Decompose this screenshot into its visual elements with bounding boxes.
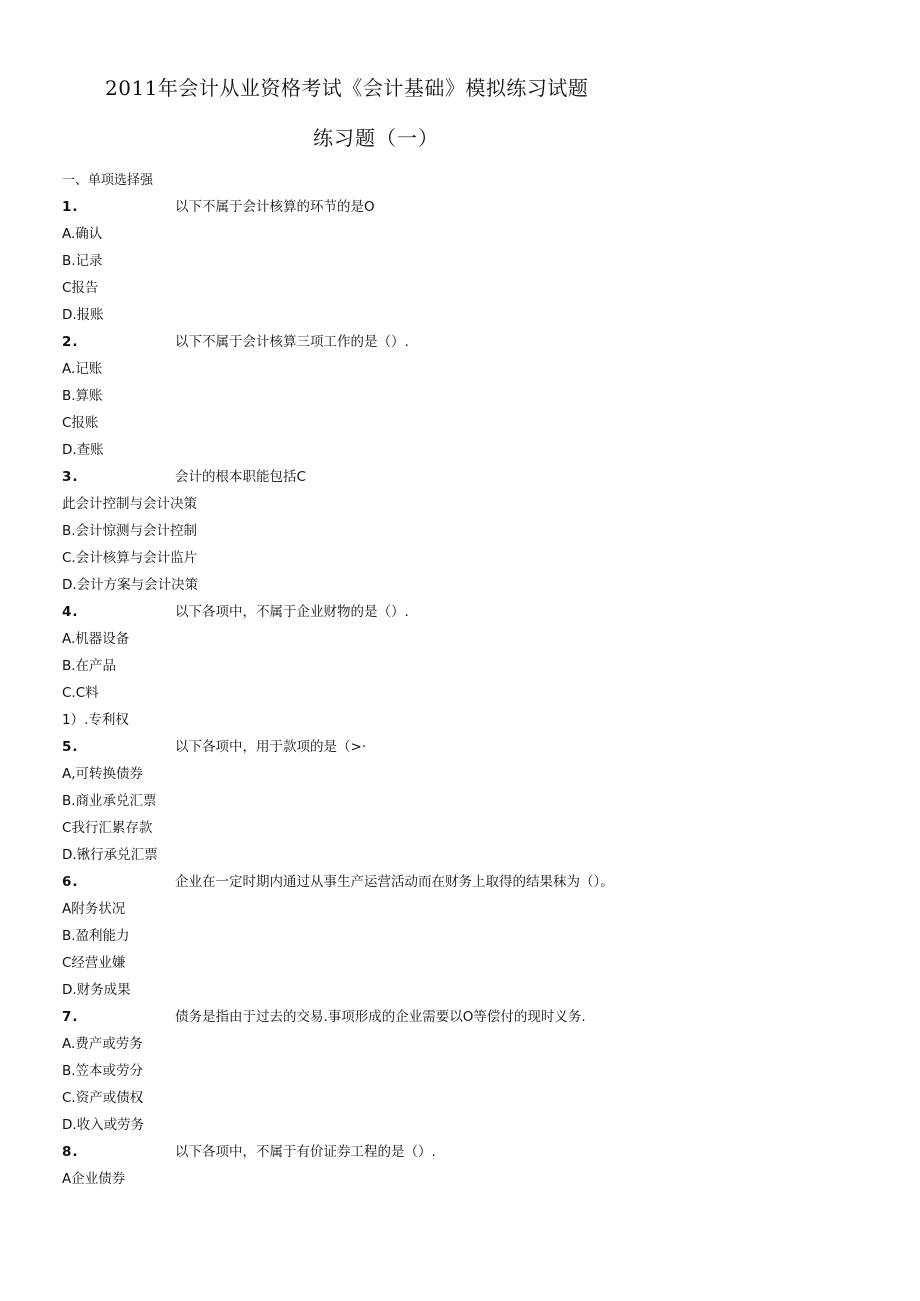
answer-option [62, 495, 902, 522]
question-number: 7. [62, 1009, 79, 1025]
answer-option [62, 360, 902, 387]
answer-option [62, 1035, 902, 1062]
document-subtitle: 练习题（一） [313, 126, 439, 150]
question-list [62, 198, 902, 1197]
answer-option-text: D.收入或劳务 [62, 1117, 145, 1133]
answer-option-text: B.记录 [62, 253, 103, 269]
question-stem: 债务是指由于过去的交易.事项形成的企业需要以O等偿付的现时义务. [175, 1009, 586, 1025]
question-stem: 企业在一定时期内通过从事生产运营活动而在财务上取得的结果秣为（）。 [175, 874, 614, 890]
answer-option-text: A企业债券 [62, 1171, 126, 1187]
answer-option-text: C报账 [62, 415, 99, 431]
answer-option [62, 1170, 902, 1197]
answer-option [62, 1062, 902, 1089]
answer-option [62, 252, 902, 279]
answer-option-text: C.C料 [62, 685, 99, 701]
answer-option-text: C我行汇累存款 [62, 820, 153, 836]
answer-option-text: D.报账 [62, 307, 104, 323]
answer-option [62, 711, 902, 738]
question-stem-line [62, 1143, 902, 1170]
section-heading: 一、单项选择强 [62, 173, 154, 188]
answer-option-text: 1）.专利权 [62, 712, 129, 728]
question-stem: 会计的根本职能包括C [175, 469, 306, 485]
answer-option [62, 981, 902, 1008]
question-stem: 以下不属于会计核算三项工作的是（）. [175, 334, 409, 350]
answer-option-text: D.查账 [62, 442, 104, 458]
answer-option [62, 576, 902, 603]
question-stem-line [62, 873, 902, 900]
question-number: 6. [62, 874, 79, 890]
question-stem: 以下各项中，不属于企业财物的是（）. [175, 604, 409, 620]
answer-option [62, 306, 902, 333]
answer-option-text: D.会计方案与会计决策 [62, 577, 199, 593]
answer-option [62, 684, 902, 711]
answer-option [62, 927, 902, 954]
question-number: 1. [62, 199, 79, 215]
question-number: 3. [62, 469, 79, 485]
answer-option-text: D.锹行承兑汇票 [62, 847, 158, 863]
answer-option-text: 此会计控制与会计决策 [62, 496, 197, 512]
answer-option-text: B.商业承兑汇票 [62, 793, 157, 809]
answer-option [62, 225, 902, 252]
answer-option [62, 900, 902, 927]
answer-option-text: B.笠本或劳分 [62, 1063, 144, 1079]
answer-option-text: A,可转换债券 [62, 766, 144, 782]
question-stem-line [62, 603, 902, 630]
answer-option [62, 1089, 902, 1116]
answer-option-text: C报告 [62, 280, 99, 296]
question-stem-line [62, 198, 902, 225]
answer-option-text: C.资产或债权 [62, 1090, 144, 1106]
question-number: 8. [62, 1144, 79, 1160]
answer-option [62, 954, 902, 981]
answer-option [62, 441, 902, 468]
answer-option-text: B.会计惊测与会计控制 [62, 523, 198, 539]
answer-option [62, 1116, 902, 1143]
answer-option-text: A.费产或劳务 [62, 1036, 143, 1052]
answer-option-text: B.盈利能力 [62, 928, 130, 944]
answer-option [62, 387, 902, 414]
question-stem: 以下各项中，不属于有价证券工程的是（）. [175, 1144, 436, 1160]
question-number: 2. [62, 334, 79, 350]
question-stem-line [62, 738, 902, 765]
answer-option [62, 549, 902, 576]
answer-option [62, 819, 902, 846]
answer-option [62, 846, 902, 873]
answer-option-text: B.算账 [62, 388, 103, 404]
question-stem: 以下不属于会计核算的环节的是O [175, 199, 375, 215]
answer-option-text: B.在产品 [62, 658, 117, 674]
answer-option [62, 765, 902, 792]
answer-option-text: A附务状况 [62, 901, 126, 917]
document-title: 2011年会计从业资格考试《会计基础》模拟练习试题 [105, 76, 589, 100]
answer-option [62, 522, 902, 549]
answer-option [62, 657, 902, 684]
answer-option-text: A.确认 [62, 226, 103, 242]
answer-option-text: D.财务成果 [62, 982, 131, 998]
question-number: 5. [62, 739, 79, 755]
question-stem: 以下各项中，用于款项的是（>· [175, 739, 367, 755]
question-stem-line [62, 468, 902, 495]
answer-option-text: A.记账 [62, 361, 103, 377]
question-stem-line [62, 1008, 902, 1035]
answer-option [62, 792, 902, 819]
answer-option-text: C经营业嫌 [62, 955, 126, 971]
question-number: 4. [62, 604, 79, 620]
question-stem-line [62, 333, 902, 360]
answer-option-text: A.机器设备 [62, 631, 130, 647]
answer-option-text: C.会计核算与会计监片 [62, 550, 198, 566]
answer-option [62, 279, 902, 306]
answer-option [62, 630, 902, 657]
answer-option [62, 414, 902, 441]
